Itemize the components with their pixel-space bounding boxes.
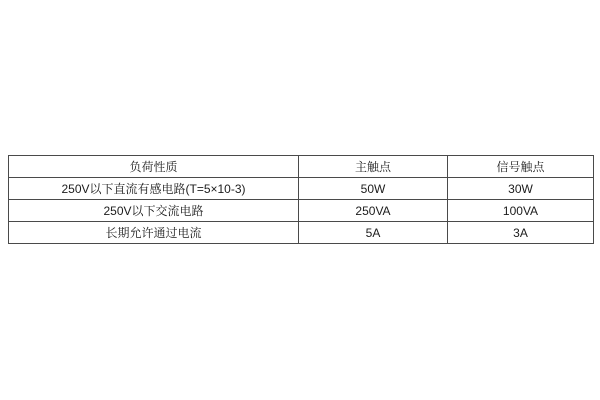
table-header-row	[9, 156, 594, 178]
cell-main-contact: 250VA	[299, 200, 448, 222]
header-signal-contact: 信号触点	[448, 156, 594, 178]
cell-load-type: 250V以下交流电路	[9, 200, 299, 222]
cell-signal-contact: 30W	[448, 178, 594, 200]
cell-signal-contact: 3A	[448, 222, 594, 244]
load-spec-table	[8, 155, 594, 244]
cell-load-type: 长期允许通过电流	[9, 222, 299, 244]
cell-load-type: 250V以下直流有感电路(T=5×10-3)	[9, 178, 299, 200]
cell-signal-contact: 100VA	[448, 200, 594, 222]
table-row-ac-circuit	[9, 200, 594, 222]
table-row-continuous-current	[9, 222, 594, 244]
cell-main-contact: 50W	[299, 178, 448, 200]
table-row-dc-inductive	[9, 178, 594, 200]
header-load-type: 负荷性质	[9, 156, 299, 178]
cell-main-contact: 5A	[299, 222, 448, 244]
header-main-contact: 主触点	[299, 156, 448, 178]
